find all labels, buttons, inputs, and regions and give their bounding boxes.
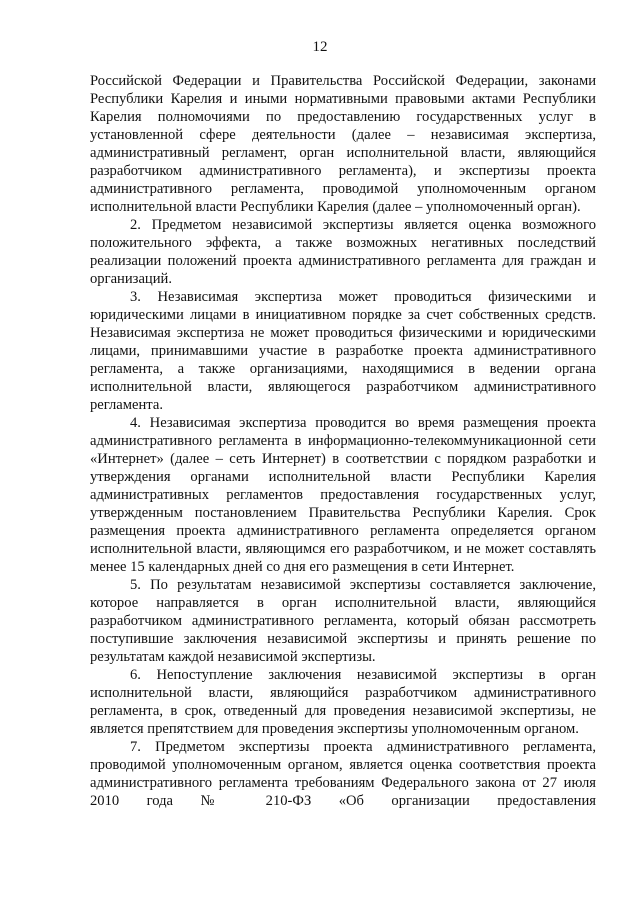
paragraph-5: 5. По результатам независимой экспертизы составляется заключение, которое направляется в орган исполнительной власти, являющийся разработчиком административного регламента, который обязан рассмотреть поступившие заключения независимой экспертизы и принять решение по результатам каждой независимой экспертизы.	[90, 577, 596, 665]
document-body	[90, 72, 596, 810]
paragraph-7: 7. Предметом экспертизы проекта административного регламента, проводимой уполномоченным органом, является оценка соответствия проекта административного регламента требованиям Федерального закона от 27 июля 2010 года № 210-ФЗ «Об организации предоставления	[90, 739, 596, 809]
paragraph-4: 4. Независимая экспертиза проводится во время размещения проекта административного регламента в информационно-телекоммуникационной сети «Интернет» (далее – сеть Интернет) в соответствии с порядком разработки и утверждения органами исполнительной власти Республики Карелия административных регламентов предоставления государственных услуг, утвержденным постановлением Правительства Республики Карелия. Срок размещения проекта административного регламента определяется органом исполнительной власти, являющимся его разработчиком, и не может составлять менее 15 календарных дней со дня его размещения в сети Интернет.	[90, 415, 596, 575]
paragraph-continuation: Российской Федерации и Правительства Российской Федерации, законами Республики Карелия и иными нормативными правовыми актами Республики Карелия полномочиями по предоставлению государственных услуг в установленной сфере деятельности (далее – независимая экспертиза, административный регламент, орган исполнительной власти, являющийся разработчиком административного регламента), и экспертизы проекта административного регламента, проводимой уполномоченным органом исполнительной власти Республики Карелия (далее – уполномоченный орган).	[90, 73, 596, 215]
paragraph-3: 3. Независимая экспертиза может проводиться физическими и юридическими лицами в инициативном порядке за счет собственных средств. Независимая экспертиза не может проводиться физическими и юридическими лицами, принимавшими участие в разработке проекта административного регламента, а также организациями, находящимися в ведении органа исполнительной власти, являющегося разработчиком административного регламента.	[90, 289, 596, 413]
paragraph-2: 2. Предметом независимой экспертизы является оценка возможного положительного эффекта, а также возможных негативных последствий реализации положений проекта административного регламента для граждан и организаций.	[90, 217, 596, 287]
page-number: 12	[312, 39, 328, 55]
paragraph-6: 6. Непоступление заключения независимой экспертизы в орган исполнительной власти, являющийся разработчиком административного регламента, в срок, отведенный для проведения независимой экспертизы, не является препятствием для проведения экспертизы уполномоченным органом.	[90, 667, 596, 737]
